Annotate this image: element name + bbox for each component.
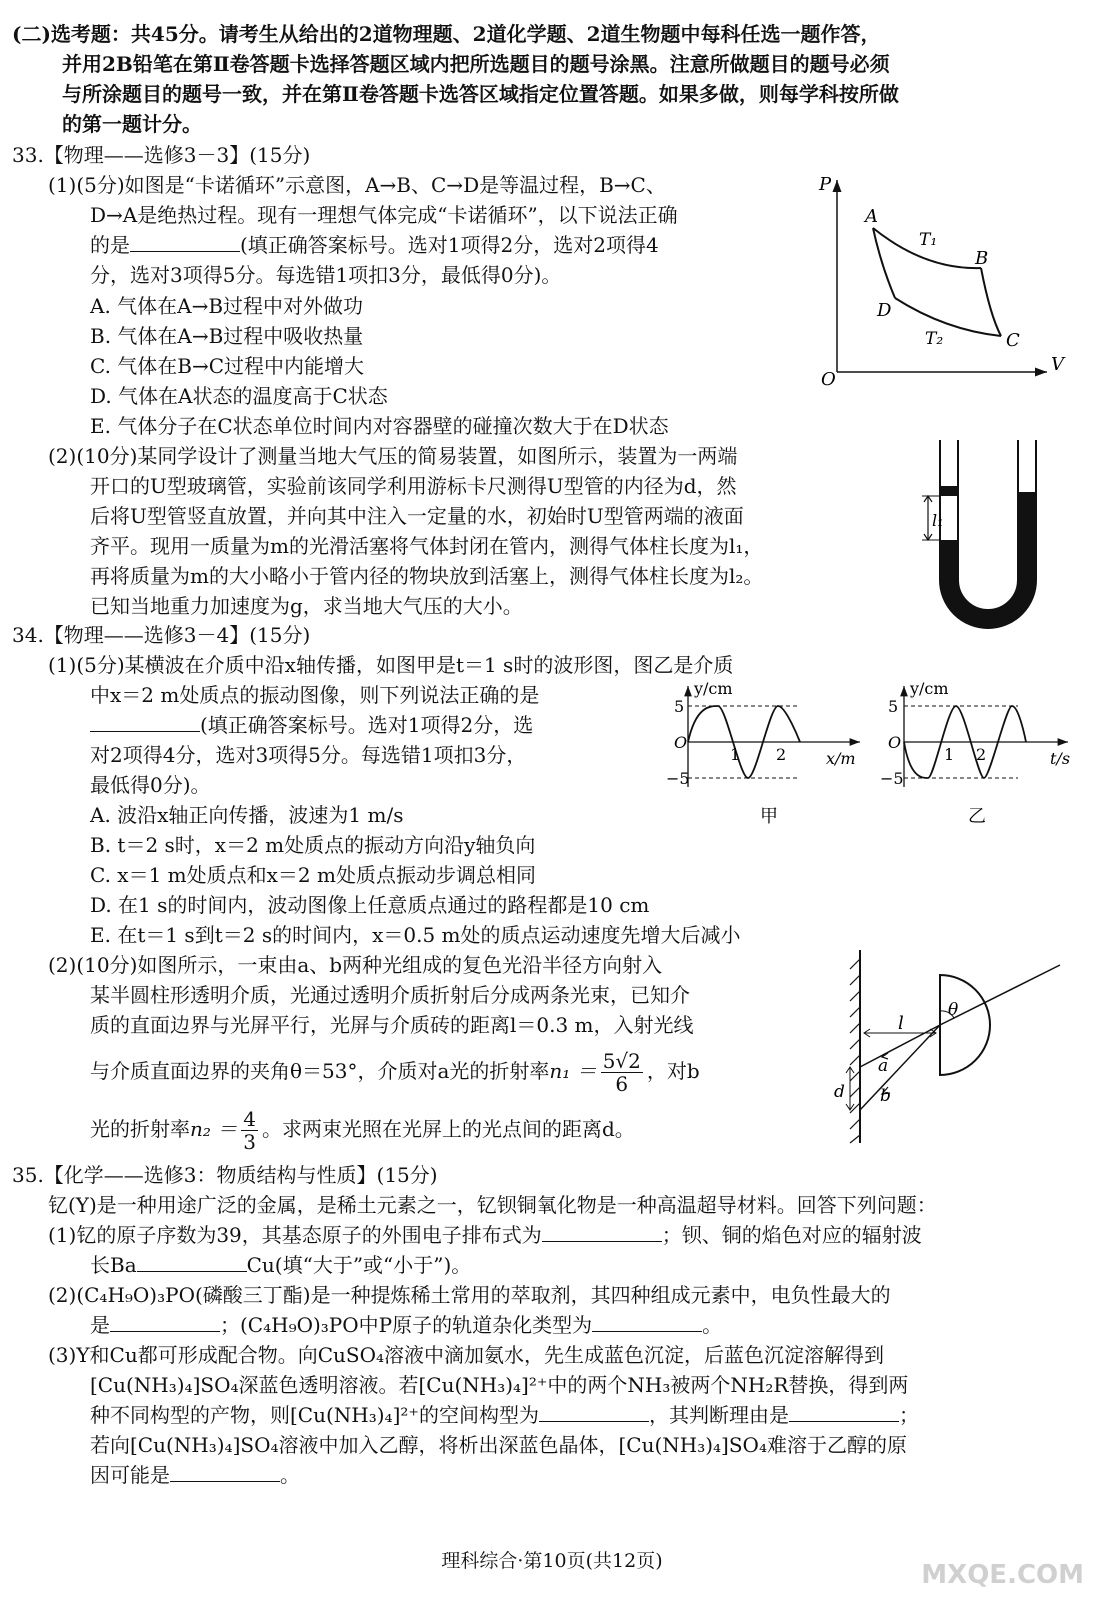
option-b: B. 气体在A→B过程中吸收热量 <box>90 324 364 348</box>
section-header-line: (二)选考题：共45分。请考生从给出的2道物理题、2道化学题、2道生物题中每科任选一题作答， <box>12 22 881 46</box>
distance-l-label: l <box>898 1013 904 1034</box>
t-axis-label: t/s <box>1050 749 1071 768</box>
y-tick-neg5: −5 <box>880 769 904 788</box>
piston <box>940 486 958 496</box>
q34-p2-line: 光的折射率n₂ ＝ $\frac{4}{3}$ 。求两束光照在光屏上的光点间的距离d。 <box>90 1107 635 1154</box>
t1-label: T₁ <box>919 230 938 250</box>
q34-p2-line: (2)(10分)如图所示，一束由a、b两种光组成的复色光沿半径方向射入 <box>48 953 663 977</box>
q35-s2-line: 是 ；(C₄H₉O)₃PO中P原子的轨道杂化类型为 。 <box>90 1313 723 1337</box>
answer-blank[interactable] <box>539 1401 649 1422</box>
ray-b <box>860 1025 940 1110</box>
x-tick-2: 2 <box>776 745 787 764</box>
q33-p1-line: 的是 (填正确答案标号。选对1项得2分，选对2项得4 <box>90 233 659 257</box>
q35-s3-line: 种不同构型的产物，则[Cu(NH₃)₄]²⁺的空间构型为 ，其判断理由是 ； <box>90 1403 919 1427</box>
point-d-label: D <box>877 300 892 321</box>
answer-blank[interactable] <box>542 1221 662 1242</box>
q34-p1-line: (填正确答案标号。选对1项得2分，选 <box>90 711 533 739</box>
q35-s3-line: (3)Y和Cu都可形成配合物。向CuSO₄溶液中滴加氨水，先生成蓝色沉淀，后蓝色沉淀溶解得到 <box>48 1343 885 1367</box>
q33-p1-line: 分，选对3项得5分。每选错1项扣3分，最低得0分)。 <box>90 263 562 287</box>
q33-p2-line: 齐平。现用一质量为m的光滑活塞将气体封闭在管内，测得气体柱长度为l₁， <box>90 534 764 558</box>
q34-p1-line: 最低得0分)。 <box>90 773 211 797</box>
ray-b-label: b <box>880 1086 891 1106</box>
y-axis-label: y/cm <box>694 682 733 698</box>
graph-caption: 甲 <box>760 806 778 827</box>
option-a: A. 波沿x轴正向传播，波速为1 m/s <box>90 803 404 827</box>
option-b: B. t＝2 s时，x＝2 m处质点的振动方向沿y轴负向 <box>90 833 536 857</box>
u-tube-diagram <box>910 440 1090 670</box>
q35-s1-line: (1)钇的原子序数为39，其基态原子的外围电子排布式为 ；钡、铜的焰色对应的辐射波 <box>48 1223 922 1247</box>
t-tick-2: 2 <box>976 745 987 764</box>
y-tick-neg5: −5 <box>666 769 690 788</box>
ray-a-label: a <box>878 1056 889 1076</box>
section-header-line: 与所涂题目的题号一致，并在第Ⅱ卷答题卡选答区域指定位置答题。如果多做，则每学科按所做 <box>62 82 899 106</box>
origin-label: O <box>888 733 902 752</box>
watermark-logo: MXQE.COM <box>921 1560 1084 1590</box>
origin-label: O <box>821 369 836 390</box>
option-e: E. 在t＝1 s到t＝2 s的时间内，x＝0.5 m处的质点运动速度先增大后减小 <box>90 923 741 947</box>
q33-p1-line: D→A是绝热过程。现有一理想气体完成“卡诺循环”，以下说法正确 <box>90 203 678 227</box>
q35-title: 35.【化学——选修3：物质结构与性质】(15分) <box>12 1163 438 1187</box>
semicircle-medium <box>940 975 990 1075</box>
q35-s3-line: [Cu(NH₃)₄]SO₄深蓝色透明溶液。若[Cu(NH₃)₄]²⁺中的两个NH₃被两个NH₂R替换，得到两 <box>90 1373 909 1397</box>
q35-s3-line: 因可能是 。 <box>90 1463 300 1487</box>
q34-p2-line: 质的直面边界与光屏平行，光屏与介质砖的距离l＝0.3 m，入射光线 <box>90 1013 694 1037</box>
q34-p1-line: 对2项得4分，选对3项得5分。每选错1项扣3分， <box>90 743 527 767</box>
vibration-graph-yi <box>878 682 1088 832</box>
y-tick-5: 5 <box>888 697 899 716</box>
n2-fraction: $\frac{4}{3}$ <box>243 1107 256 1154</box>
q34-title: 34.【物理——选修3－4】(15分) <box>12 623 311 647</box>
water-column <box>940 492 1036 628</box>
y-axis-label: y/cm <box>910 682 949 698</box>
v-axis-label: V <box>1051 354 1064 375</box>
page-footer: 理科综合·第10页(共12页) <box>441 1550 663 1572</box>
option-c: C. 气体在B→C过程中内能增大 <box>90 354 365 378</box>
q33-p2-line: 已知当地重力加速度为g，求当地大气压的大小。 <box>90 594 523 618</box>
answer-blank[interactable] <box>789 1401 899 1422</box>
t-tick-1: 1 <box>944 745 955 764</box>
q34-p1-line: 中x＝2 m处质点的振动图像，则下列说法正确的是 <box>90 683 540 707</box>
answer-blank[interactable] <box>137 1251 247 1272</box>
x-tick-1: 1 <box>730 745 741 764</box>
q35-s1-line: 长Ba Cu(填“大于”或“小于”)。 <box>90 1253 472 1277</box>
option-a: A. 气体在A→B过程中对外做功 <box>90 294 364 318</box>
adiabat-bc <box>981 268 1001 336</box>
origin-label: O <box>674 733 688 752</box>
answer-blank[interactable] <box>110 1311 220 1332</box>
p-axis-label: P <box>819 174 832 195</box>
carnot-cycle-diagram <box>815 170 1075 400</box>
screen-hatching <box>850 959 860 1143</box>
graph-caption: 乙 <box>968 806 986 827</box>
option-c: C. x＝1 m处质点和x＝2 m处质点振动步调总相同 <box>90 863 536 887</box>
answer-blank[interactable] <box>170 1461 280 1482</box>
section-header-line: 的第一题计分。 <box>62 112 202 136</box>
wave-graph-jia <box>660 682 870 832</box>
q33-p2-line: 开口的U型玻璃管，实验前该同学利用游标卡尺测得U型管的内径为d，然 <box>90 474 737 498</box>
q34-p2-line: 某半圆柱形透明介质，光通过透明介质折射后分成两条光束，已知介 <box>90 983 690 1007</box>
q34-p2-line: 与介质直面边界的夹角θ＝53°，介质对a光的折射率n₁ ＝ $\frac{5√2}{6}$ ，对b <box>90 1049 700 1096</box>
adiabat-da <box>873 228 895 298</box>
distance-d-label: d <box>834 1082 845 1102</box>
theta-label: θ <box>948 1000 959 1020</box>
q33-p2-line: 后将U型管竖直放置，并向其中注入一定量的水，初始时U型管两端的液面 <box>90 504 744 528</box>
l1-label: l₁ <box>932 511 944 530</box>
option-d: D. 气体在A状态的温度高于C状态 <box>90 384 388 408</box>
q33-p2-line: 再将质量为m的大小略小于管内径的物块放到活塞上，测得气体柱长度为l₂。 <box>90 564 764 588</box>
answer-blank[interactable] <box>90 711 200 732</box>
q33-title: 33.【物理——选修3－3】(15分) <box>12 143 311 167</box>
q35-intro: 钇(Y)是一种用途广泛的金属，是稀土元素之一，钇钡铜氧化物是一种高温超导材料。回答下列问题： <box>48 1193 937 1217</box>
y-tick-5: 5 <box>674 697 685 716</box>
q35-s3-line: 若向[Cu(NH₃)₄]SO₄溶液中加入乙醇，将析出深蓝色晶体，[Cu(NH₃)₄]SO₄难溶于乙醇的原 <box>90 1433 907 1457</box>
n1-fraction: $\frac{5√2}{6}$ <box>602 1049 641 1096</box>
semicircle-optics-diagram <box>830 945 1075 1150</box>
point-a-label: A <box>865 206 878 227</box>
answer-blank[interactable] <box>130 231 240 252</box>
q33-p1-line: (1)(5分)如图是“卡诺循环”示意图，A→B、C→D是等温过程，B→C、 <box>48 173 666 197</box>
q33-p2-line: (2)(10分)某同学设计了测量当地大气压的简易装置，如图所示，装置为一两端 <box>48 444 738 468</box>
t2-label: T₂ <box>925 329 944 349</box>
isotherm-cd <box>895 298 1001 336</box>
q34-p1-line: (1)(5分)某横波在介质中沿x轴传播，如图甲是t＝1 s时的波形图，图乙是介质 <box>48 653 734 677</box>
option-e: E. 气体分子在C状态单位时间内对容器壁的碰撞次数大于在D状态 <box>90 414 669 438</box>
point-c-label: C <box>1006 330 1020 351</box>
point-b-label: B <box>975 248 989 269</box>
option-d: D. 在1 s的时间内，波动图像上任意质点通过的路程都是10 cm <box>90 893 650 917</box>
section-header-line: 并用2B铅笔在第Ⅱ卷答题卡选择答题区域内把所选题目的题号涂黑。注意所做题目的题号必须 <box>62 52 890 76</box>
q35-s2-line: (2)(C₄H₉O)₃PO(磷酸三丁酯)是一种提炼稀土常用的萃取剂，其四种组成元素中，电负性最大的 <box>48 1283 891 1307</box>
x-axis-label: x/m <box>826 749 856 768</box>
answer-blank[interactable] <box>592 1311 702 1332</box>
